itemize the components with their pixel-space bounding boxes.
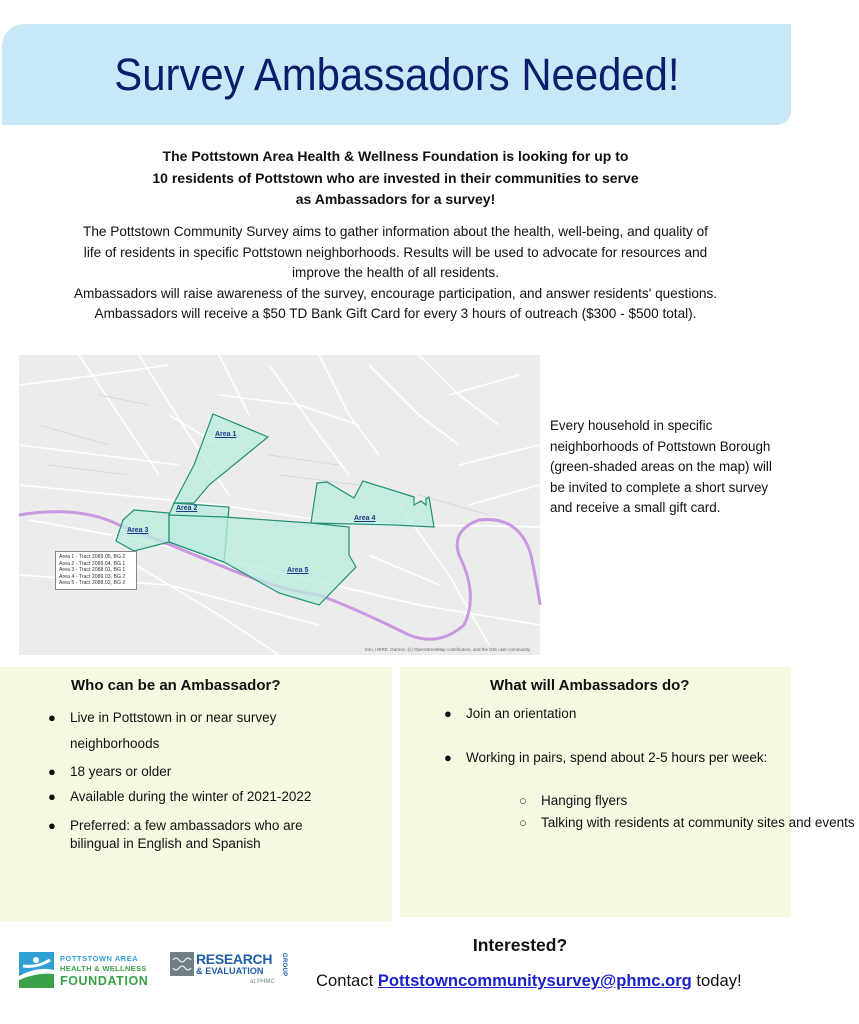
list-item-text: Preferred: a few ambassadors who are bilingual in English and Spanish (70, 817, 303, 851)
bullet-icon: ● (48, 710, 56, 725)
cta-prefix: Contact (316, 971, 378, 990)
sublist-item-text: Talking with residents at community sites and events (541, 814, 855, 830)
who-panel (0, 667, 392, 922)
reg-group-text: GROUP (281, 953, 287, 977)
intro-headline-line: as Ambassadors for a survey! (295, 191, 496, 207)
reg-logo-icon (170, 952, 194, 976)
cta-title: Interested? (472, 935, 568, 955)
bullet-icon: ● (444, 750, 452, 765)
map-streets (19, 355, 540, 655)
list-item (48, 788, 348, 807)
reg-at-phmc: at PHMC (250, 979, 275, 985)
list-item (48, 817, 348, 854)
survey-area-map (19, 355, 540, 655)
legend-entry: Area 5 - Tract 2088.02, BG 2 (59, 580, 126, 587)
what-list (444, 705, 855, 830)
bullet-icon: ● (48, 789, 56, 804)
phwf-logo-icon (19, 952, 54, 988)
bullet-icon: ● (444, 706, 452, 721)
bullet-icon: ● (48, 764, 56, 779)
intro-headline (0, 146, 791, 211)
intro-headline-line: 10 residents of Pottstown who are invested in their communities to serve (152, 169, 639, 186)
sublist-item (519, 793, 859, 810)
area-5-polygon (169, 515, 356, 605)
page-title: Survey Ambassadors Needed! (113, 48, 680, 100)
map-graphic (19, 355, 540, 655)
intro-description (0, 222, 791, 325)
phwf-logo (19, 952, 165, 988)
phwf-line: POTTSTOWN AREA (60, 954, 139, 963)
intro-body-line: Ambassadors will receive a $50 TD Bank Gift Card for every 3 hours of outreach ($300 - $500 total). (94, 306, 697, 322)
map-legend (55, 551, 137, 590)
who-heading: Who can be an Ambassador? (71, 677, 281, 694)
bullet-icon: ● (48, 817, 56, 833)
phwf-line: HEALTH & WELLNESS (60, 964, 147, 973)
list-item-text: 18 years or older (70, 764, 172, 779)
what-sublist (519, 793, 859, 836)
cta-suffix: today! (691, 971, 742, 990)
header-banner (2, 24, 791, 125)
reg-logo-text (196, 952, 272, 977)
map-attribution: Esri, HERE, Garmin, (c) OpenStreetMap contributors, and the GIS user community (364, 647, 530, 652)
list-item (444, 705, 784, 722)
cta-contact-line (316, 971, 791, 991)
area-1-label: Area 1 (215, 431, 237, 438)
list-item-text: Available during the winter of 2021-2022 (70, 789, 312, 804)
legend-entry: Area 1 - Tract 2089.05, BG 2 (59, 554, 126, 560)
list-item (444, 749, 855, 830)
area-2-label: Area 2 (176, 505, 198, 512)
research-evaluation-logo (170, 952, 290, 992)
legend-entry: Area 3 - Tract 2088.01, BG 1 (59, 567, 126, 574)
list-item (48, 705, 348, 756)
list-item-text: Join an orientation (466, 706, 577, 721)
sublist-item (519, 815, 859, 832)
what-panel (400, 667, 855, 917)
intro-headline-line: The Pottstown Area Health & Wellness Foundation is looking for up to (162, 148, 629, 164)
reg-line: RESEARCH (196, 951, 273, 967)
area-3-label: Area 3 (127, 527, 149, 534)
sublist-item-text: Hanging flyers (541, 793, 628, 808)
list-item-text: Live in Pottstown in or near survey neighborhoods (70, 710, 277, 751)
what-heading: What will Ambassadors do? (490, 677, 690, 694)
reg-line: & EVALUATION (196, 966, 264, 976)
area-5-label: Area 5 (287, 567, 309, 574)
intro-body-line: The Pottstown Community Survey aims to gather information about the health, well-being, and quality of (83, 224, 708, 239)
phwf-line: FOUNDATION (60, 974, 149, 988)
survey-areas (116, 414, 434, 605)
who-list (48, 705, 348, 864)
hollow-bullet-icon: ○ (519, 814, 527, 830)
phwf-logo-text (60, 954, 148, 988)
legend-entry: Area 2 - Tract 2089.04, BG 1 (59, 560, 126, 567)
intro-body-line: life of residents in specific Pottstown neighborhoods. Results will be used to advocate for resources and (83, 244, 708, 260)
list-item (48, 759, 348, 784)
intro-body-line: improve the health of all residents. (291, 265, 500, 281)
area-4-label: Area 4 (354, 515, 376, 522)
map-caption: Every household in specific neighborhoods of Pottstown Borough (green-shaded areas on the map) will be invited to complete a short survey and receive a small gift card. (550, 418, 772, 515)
list-item-text: Working in pairs, spend about 2-5 hours per week: (466, 750, 768, 765)
legend-entry: Area 4 - Tract 2089.03, BG 2 (59, 573, 126, 580)
hollow-bullet-icon: ○ (519, 793, 527, 808)
contact-email-link[interactable]: Pottstowncommunitysurvey@phmc.org (377, 971, 692, 990)
map-minor-roads (39, 395, 489, 515)
intro-body-line: Ambassadors will raise awareness of the survey, encourage participation, and answer residents' questions. (73, 285, 718, 301)
